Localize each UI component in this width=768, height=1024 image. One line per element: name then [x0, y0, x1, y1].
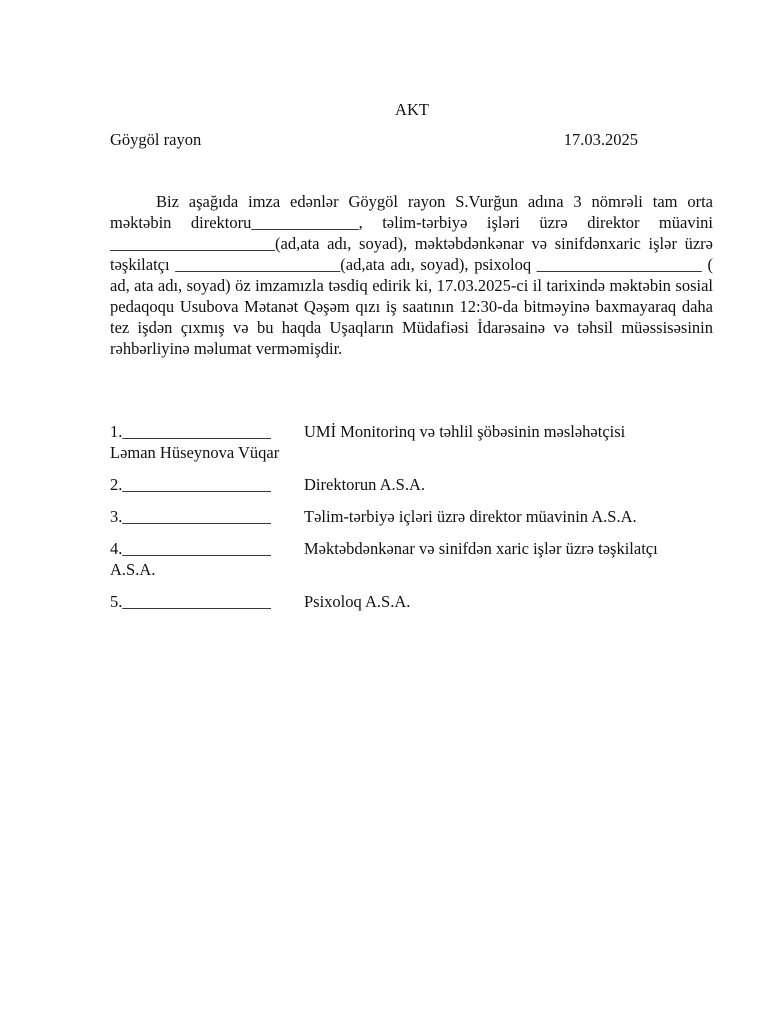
signature-item-3 [110, 506, 720, 527]
signature-label: Məktəbdənkənar və sinifdən xaric işlər üzrə təşkilatçı [304, 539, 658, 558]
signature-line: 4.__________________ [110, 539, 271, 558]
signature-item-1 [110, 421, 720, 463]
signature-line: 2.__________________ [110, 475, 271, 494]
signature-item-5 [110, 591, 720, 612]
signature-label: Psixoloq A.S.A. [304, 592, 411, 611]
document-place: Göygöl rayon [110, 130, 202, 149]
signature-label: UMİ Monitorinq və təhlil şöbəsinin məsləhətçisi [304, 422, 626, 441]
signature-list [110, 421, 720, 623]
signature-label: Təlim-tərbiyə içləri üzrə direktor müavinin A.S.A. [304, 507, 637, 526]
signature-line: 5.__________________ [110, 592, 271, 611]
signature-line: 1.__________________ [110, 422, 271, 441]
signature-line: 3.__________________ [110, 507, 271, 526]
signature-label: Direktorun A.S.A. [304, 475, 425, 494]
place-date-row [110, 130, 638, 150]
signature-item-2 [110, 474, 720, 495]
signature-item-4 [110, 538, 720, 580]
signature-label-continuation: A.S.A. [110, 560, 156, 579]
signature-label-continuation: Ləman Hüseynova Vüqar [110, 443, 280, 462]
act-paragraph: Biz aşağıda imza edənlər Göygöl rayon S.Vurğun adına 3 nömrəli tam orta məktəbin direktoru_____________, təlim-tərbiyə işləri üzrə direktor müavini ____________________(ad,ata adı, soyad), məktəbdənkənar və sinifdənxaric işlər üzrə təşkilatçı ____________________(ad,ata adı, soyad), psixoloq ____________________ ( ad, ata adı, soyad) öz imzamızla təsdiq edirik ki, 17.03.2025-ci il tarixində məktəbin sosial pedaqoqu Usubova Mətanət Qəşəm qızı iş saatının 12:30-da bitməyinə baxmayaraq daha tez işdən çıxmış və bu haqda Uşaqların Müdafiəsi İdarəsainə və təhsil müəssisəsinin rəhbərliyinə məlumat verməmişdir. [110, 192, 713, 358]
document-date: 17.03.2025 [563, 130, 638, 149]
document-title: AKT [395, 100, 429, 119]
